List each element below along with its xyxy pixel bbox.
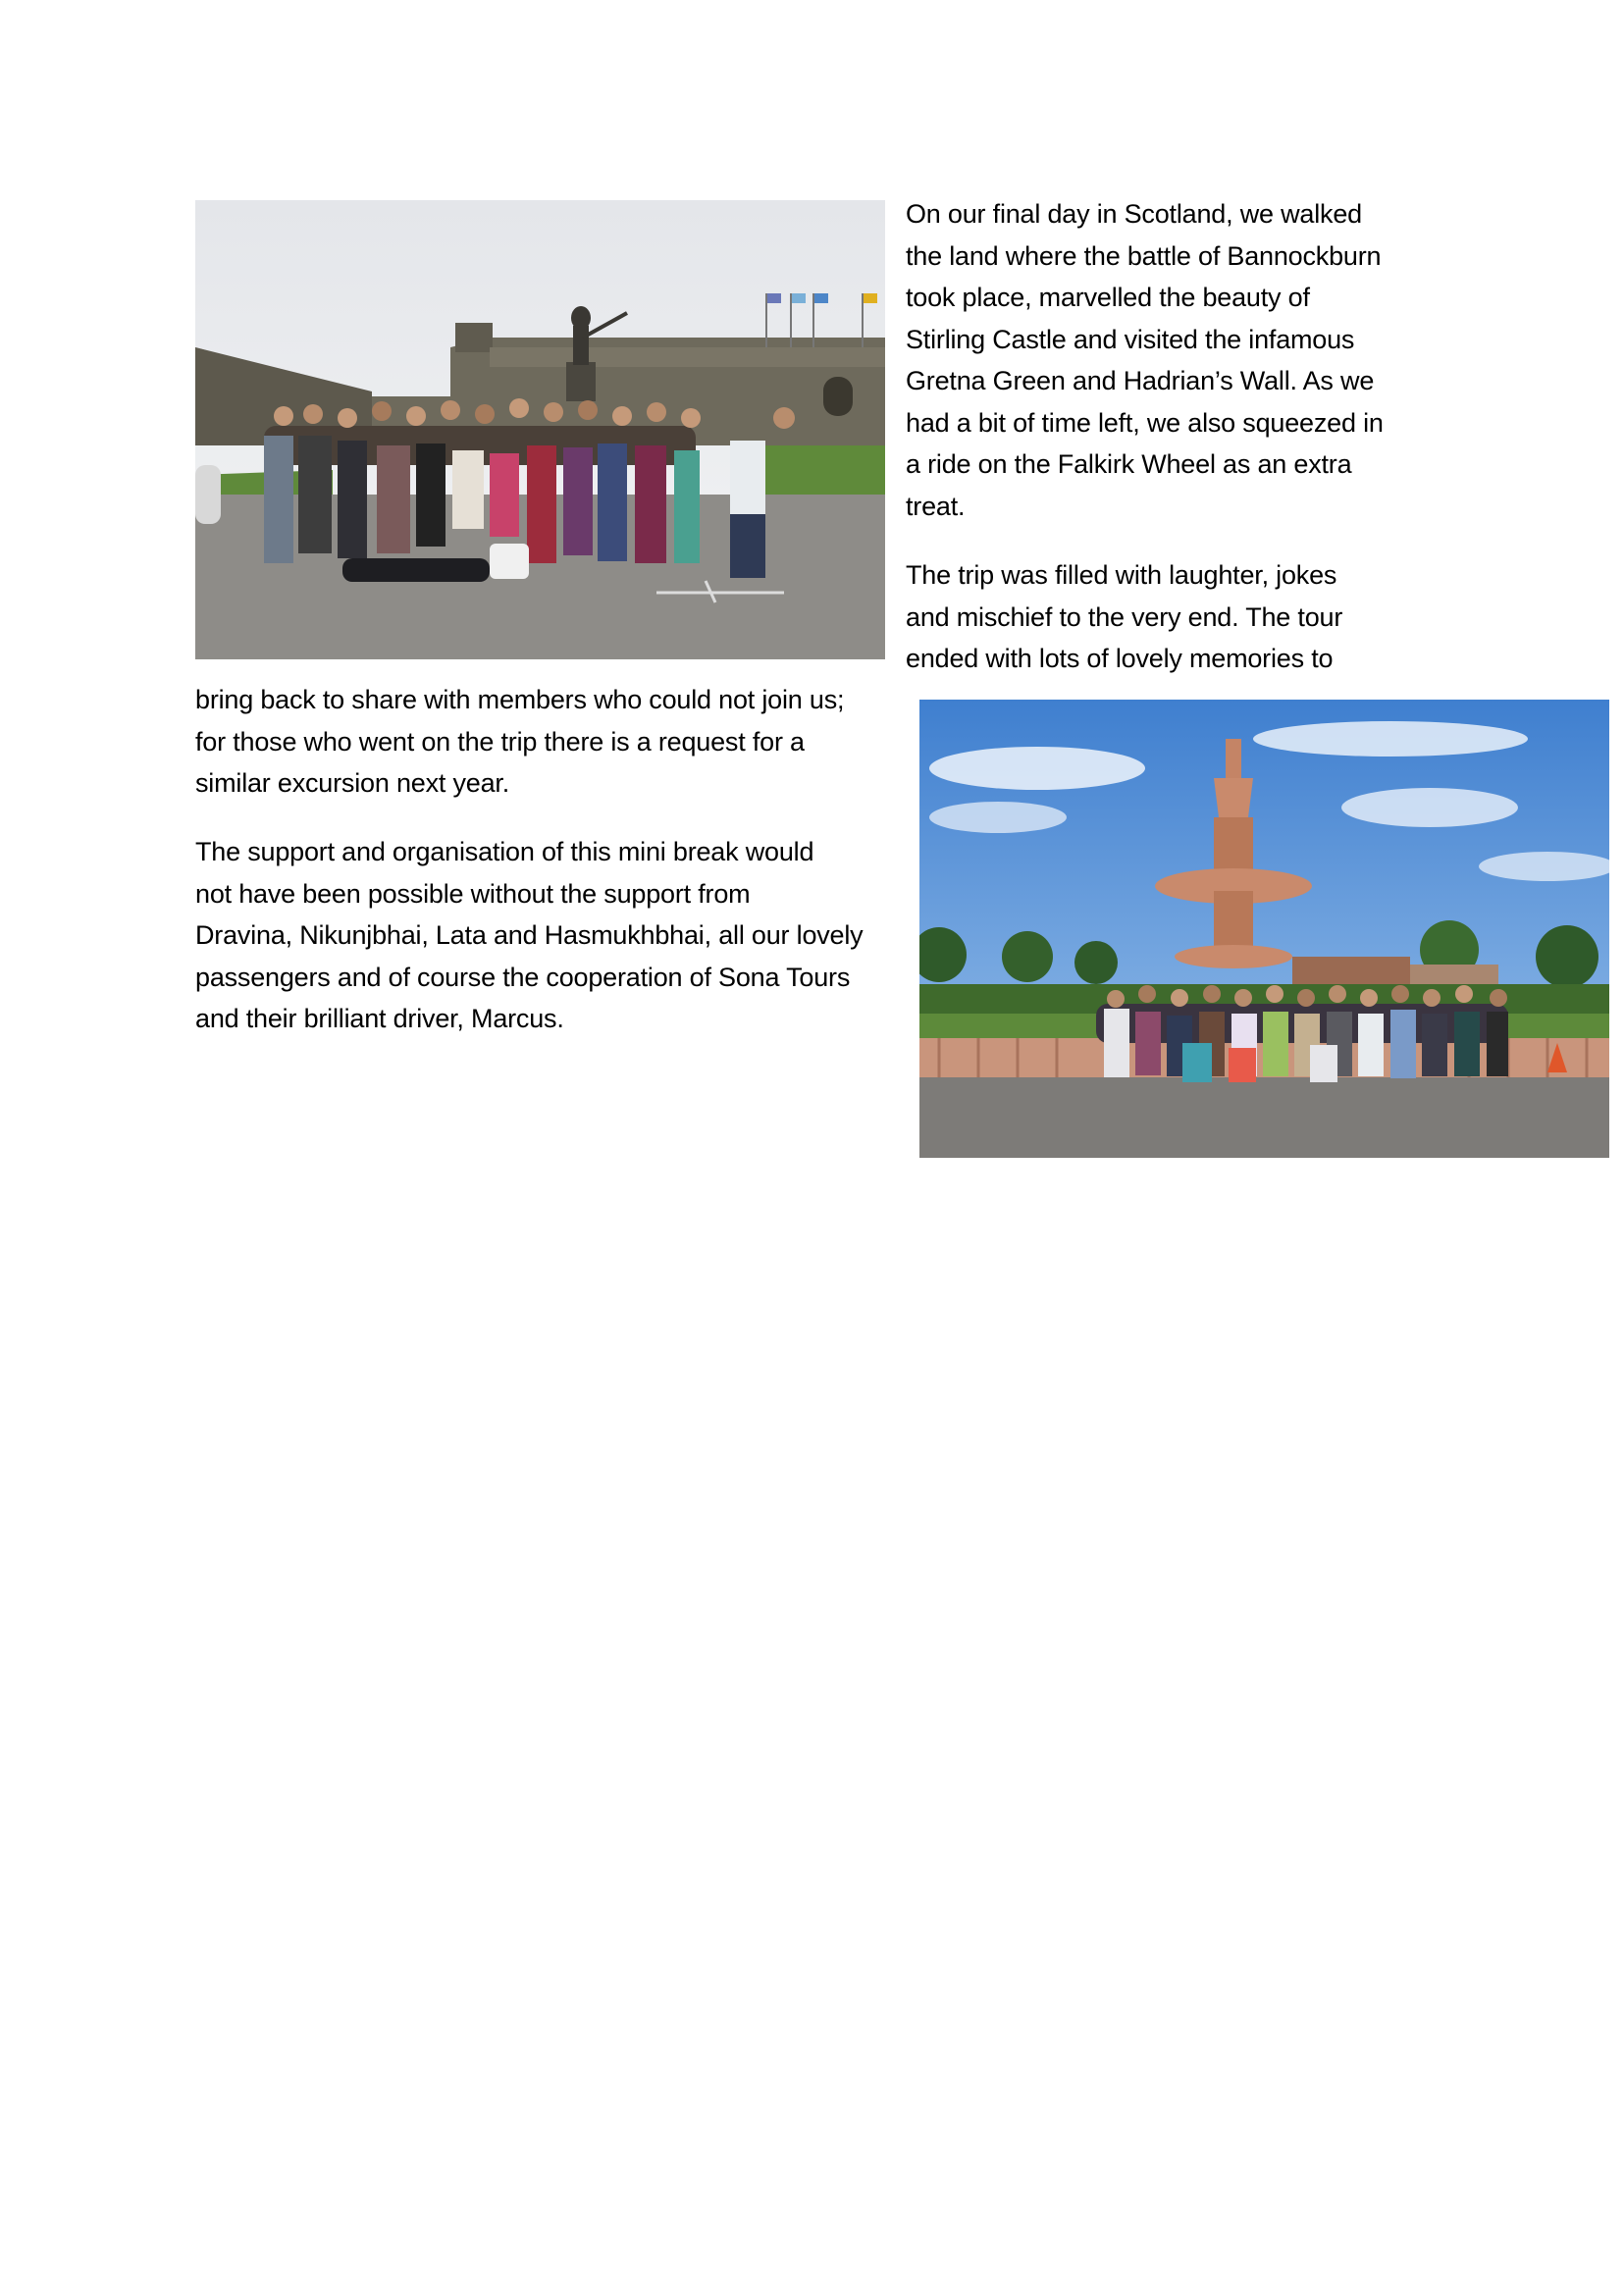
thanks-line: and their brilliant driver, Marcus. bbox=[195, 1004, 564, 1033]
intro-line: Gretna Green and Hadrian’s Wall. As we bbox=[906, 366, 1375, 395]
intro-line: a ride on the Falkirk Wheel as an extra bbox=[906, 449, 1352, 479]
intro-line: treat. bbox=[906, 491, 966, 521]
group-photo-fountain bbox=[919, 700, 1609, 1158]
trip-cont-line: bring back to share with members who could not join us; bbox=[195, 685, 845, 714]
trip-cont-line: for those who went on the trip there is a request for a bbox=[195, 726, 805, 757]
thanks-line: Dravina, Nikunjbhai, Lata and Hasmukhbhai, all our lovely bbox=[195, 920, 864, 950]
intro-line: On our final day in Scotland, we walked bbox=[906, 199, 1362, 229]
intro-line: took place, marvelled the beauty of bbox=[906, 283, 1310, 312]
castle-photo-illustration bbox=[195, 200, 885, 659]
intro-line: the land where the battle of Bannockburn bbox=[906, 240, 1382, 271]
trip-line: and mischief to the very end. The tour bbox=[906, 601, 1343, 632]
intro-line: Stirling Castle and visited the infamous bbox=[906, 324, 1355, 354]
fountain-photo-illustration bbox=[919, 700, 1609, 1158]
trip-line: The trip was filled with laughter, jokes bbox=[906, 560, 1337, 590]
trip-cont-line: similar excursion next year. bbox=[195, 768, 510, 798]
thanks-line: The support and organisation of this mini break would bbox=[195, 837, 814, 866]
trip-paragraph bbox=[906, 554, 1342, 680]
thanks-line: not have been possible without the support from bbox=[195, 878, 751, 909]
trip-line: ended with lots of lovely memories to bbox=[906, 644, 1334, 673]
thanks-paragraph bbox=[195, 831, 863, 1040]
group-photo-stirling-castle bbox=[195, 200, 885, 659]
trip-paragraph-continued bbox=[195, 679, 844, 805]
intro-paragraph bbox=[906, 193, 1384, 527]
intro-line: had a bit of time left, we also squeezed in bbox=[906, 407, 1384, 438]
thanks-line: passengers and of course the cooperation of Sona Tours bbox=[195, 962, 851, 992]
